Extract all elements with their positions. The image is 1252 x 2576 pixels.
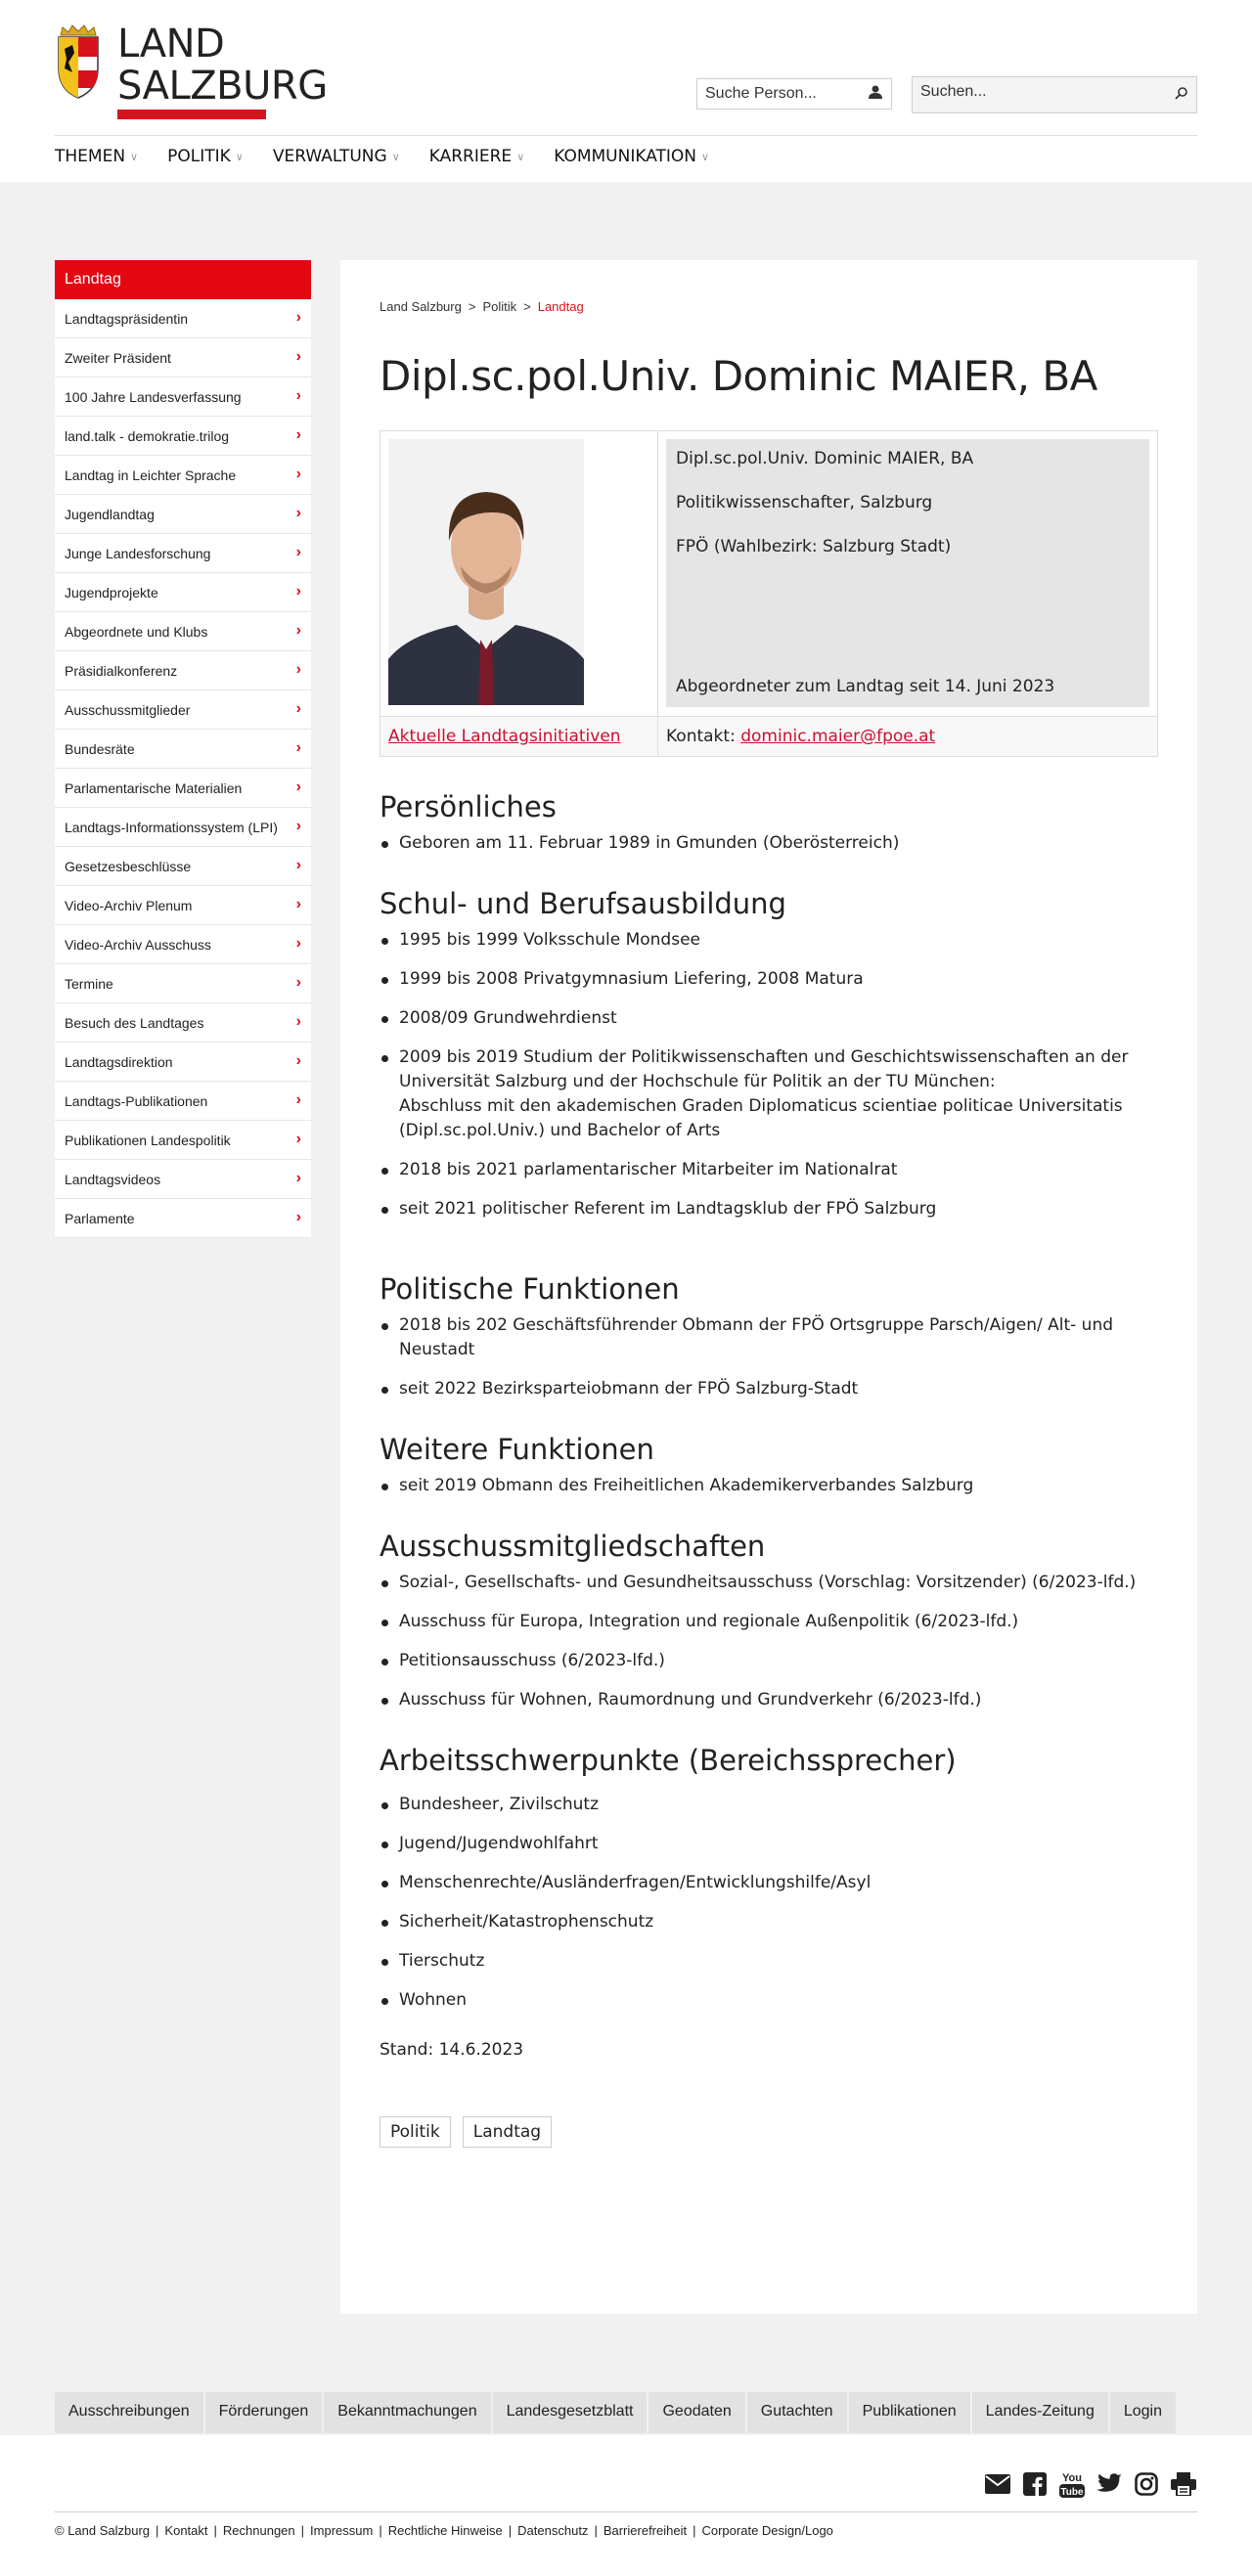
sidebar-item[interactable]: [55, 456, 311, 495]
sidebar-item-label: Besuch des Landtages: [65, 1015, 204, 1031]
footer-link[interactable]: Bekanntmachungen: [324, 2392, 490, 2433]
sidebar-item[interactable]: [55, 612, 311, 651]
profile-profession: Politikwissenschafter, Salzburg: [676, 493, 933, 512]
person-search-input[interactable]: [696, 78, 892, 110]
sidebar-item[interactable]: [55, 1121, 311, 1160]
initiatives-cell: [380, 717, 658, 757]
instagram-icon[interactable]: [1133, 2470, 1160, 2498]
list-item: Ausschuss für Europa, Integration und regionale Außenpolitik (6/2023-lfd.): [380, 1610, 1158, 1634]
nav-themen[interactable]: [55, 147, 138, 166]
chevron-down-icon: ∨: [235, 150, 244, 163]
section-title-political: Politische Funktionen: [380, 1272, 680, 1306]
sidebar-item-label: Termine: [65, 976, 113, 992]
youtube-icon[interactable]: [1058, 2470, 1086, 2498]
sidebar-item-label: Video-Archiv Ausschuss: [65, 937, 211, 953]
education-list: [380, 928, 1158, 1221]
study-line: (Dipl.sc.pol.Univ.) und Bachelor of Arts: [399, 1121, 721, 1140]
list-item: seit 2021 politischer Referent im Landtagsklub der FPÖ Salzburg: [380, 1197, 1158, 1221]
chevron-right-icon: ›: [295, 818, 301, 834]
list-item: Jugend/Jugendwohlfahrt: [380, 1832, 1158, 1856]
list-item: seit 2022 Bezirksparteiobmann der FPÖ Salzburg-Stadt: [380, 1377, 1158, 1401]
chevron-right-icon: ›: [295, 583, 301, 600]
chevron-right-icon: ›: [295, 387, 301, 404]
legal-link[interactable]: Datenschutz: [517, 2523, 589, 2538]
logo-line-2: SALZBURG: [117, 64, 328, 109]
breadcrumb-item-politik[interactable]: Politik: [482, 299, 517, 314]
sidebar-item[interactable]: [55, 690, 311, 730]
sidebar-item-label: Landtags-Publikationen: [65, 1093, 208, 1109]
section-title-other: Weitere Funktionen: [380, 1433, 654, 1466]
twitter-icon[interactable]: [1096, 2470, 1123, 2498]
chevron-right-icon: ›: [295, 778, 301, 795]
legal-link[interactable]: Barrierefreiheit: [603, 2523, 688, 2538]
sidebar-item-label: 100 Jahre Landesverfassung: [65, 389, 242, 405]
sidebar-item-label: Jugendlandtag: [65, 507, 155, 522]
legal-link[interactable]: Impressum: [310, 2523, 374, 2538]
portrait-photo: [388, 439, 584, 705]
other-list: [380, 1474, 1158, 1498]
nav-label: VERWALTUNG: [272, 147, 387, 166]
nav-verwaltung[interactable]: [273, 147, 400, 166]
sidebar-item[interactable]: [55, 925, 311, 964]
legal-link[interactable]: Corporate Design/Logo: [701, 2523, 833, 2538]
list-item: Sicherheit/Katastrophenschutz: [380, 1910, 1158, 1934]
legal-separator: |: [213, 2523, 217, 2538]
list-item: 2018 bis 2021 parlamentarischer Mitarbeiter im Nationalrat: [380, 1158, 1158, 1182]
chevron-right-icon: ›: [295, 505, 301, 521]
sidebar-list: [55, 299, 311, 1238]
tag-landtag[interactable]: Landtag: [463, 2116, 552, 2148]
breadcrumb-separator: >: [523, 299, 531, 314]
list-item: Geboren am 11. Februar 1989 in Gmunden (Oberösterreich): [380, 831, 1158, 856]
sidebar-item-label: Jugendprojekte: [65, 585, 158, 600]
list-item: 2008/09 Grundwehrdienst: [380, 1006, 1158, 1031]
sidebar-item-label: land.talk - demokratie.trilog: [65, 428, 230, 444]
nav-politik[interactable]: [167, 147, 244, 166]
sidebar-item[interactable]: [55, 1043, 311, 1082]
legal-link[interactable]: Rechnungen: [222, 2523, 295, 2538]
footer-link[interactable]: Förderungen: [205, 2392, 323, 2433]
chevron-right-icon: ›: [295, 1091, 301, 1108]
sidebar-navigation: [55, 260, 311, 1238]
chevron-right-icon: ›: [295, 1131, 301, 1147]
sidebar-item-label: Junge Landesforschung: [65, 546, 211, 561]
contact-email-link[interactable]: dominic.maier@fpoe.at: [740, 727, 936, 746]
chevron-right-icon: ›: [295, 739, 301, 756]
footer-bottom: [0, 2435, 1252, 2576]
sidebar-item[interactable]: [55, 573, 311, 612]
sidebar-item-label: Landtagspräsidentin: [65, 311, 189, 327]
chevron-right-icon: ›: [295, 309, 301, 326]
legal-separator: |: [508, 2523, 513, 2538]
footer-link[interactable]: Gutachten: [747, 2392, 847, 2433]
social-icons: [984, 2470, 1197, 2498]
legal-separator: |: [156, 2523, 159, 2538]
chevron-right-icon: ›: [295, 1170, 301, 1186]
footer-link[interactable]: Login: [1110, 2392, 1176, 2433]
sidebar-item-label: Landtag in Leichter Sprache: [65, 467, 237, 483]
profile-party: FPÖ (Wahlbezirk: Salzburg Stadt): [676, 537, 952, 556]
nav-karriere[interactable]: [429, 147, 524, 166]
list-item: 2018 bis 202 Geschäftsführender Obmann der FPÖ Ortsgruppe Parsch/Aigen/ Alt- und Neustadt: [380, 1313, 1158, 1362]
breadcrumb-item-land-salzburg[interactable]: Land Salzburg: [380, 299, 462, 314]
sidebar-item-label: Landtags-Informationssystem (LPI): [65, 820, 278, 835]
chevron-right-icon: ›: [295, 1052, 301, 1069]
last-updated: Stand: 14.6.2023: [380, 2040, 524, 2060]
list-item: Bundesheer, Zivilschutz: [380, 1793, 1158, 1817]
list-item: 1995 bis 1999 Volksschule Mondsee: [380, 928, 1158, 953]
legal-separator: |: [594, 2523, 598, 2538]
tag-politik[interactable]: Politik: [380, 2116, 451, 2148]
svg-text:Tube: Tube: [1060, 2487, 1084, 2498]
chevron-right-icon: ›: [295, 544, 301, 560]
section-title-focus: Arbeitsschwerpunkte (Bereichssprecher): [380, 1744, 957, 1777]
study-line: Abschluss mit den akademischen Graden Diplomaticus scientiae politicae Universitatis: [399, 1096, 1123, 1116]
facebook-icon[interactable]: [1021, 2470, 1049, 2498]
profile-name: Dipl.sc.pol.Univ. Dominic MAIER, BA: [676, 449, 974, 468]
sidebar-item-label: Bundesräte: [65, 741, 135, 757]
site-header: [0, 0, 1252, 182]
sidebar-item-label: Video-Archiv Plenum: [65, 898, 193, 913]
copyright-text: © Land Salzburg: [55, 2523, 151, 2538]
political-list: [380, 1313, 1158, 1401]
sidebar-item-label: Gesetzesbeschlüsse: [65, 859, 192, 874]
sidebar-item-label: Publikationen Landespolitik: [65, 1133, 231, 1148]
list-item: Ausschuss für Wohnen, Raumordnung und Grundverkehr (6/2023-lfd.): [380, 1688, 1158, 1712]
profile-table: [380, 430, 1158, 757]
sidebar-title[interactable]: Landtag: [55, 260, 311, 299]
mail-icon[interactable]: [984, 2470, 1011, 2498]
initiatives-link[interactable]: Aktuelle Landtagsinitiativen: [388, 727, 621, 746]
sidebar-item-label: Ausschussmitglieder: [65, 702, 191, 718]
land-salzburg-logo[interactable]: [55, 23, 338, 121]
sidebar-item[interactable]: [55, 808, 311, 847]
footer-link-bar: [55, 2392, 1197, 2433]
chevron-right-icon: ›: [295, 348, 301, 365]
sidebar-item[interactable]: [55, 769, 311, 808]
list-item: Tierschutz: [380, 1949, 1158, 1974]
sidebar-item-label: Landtagsvideos: [65, 1172, 161, 1187]
footer-link[interactable]: Ausschreibungen: [55, 2392, 203, 2433]
breadcrumb: [380, 299, 1158, 319]
coat-of-arms-icon: [55, 23, 102, 100]
chevron-right-icon: ›: [295, 857, 301, 873]
contact-label: Kontakt:: [666, 727, 736, 746]
footer-divider: [55, 2511, 1197, 2512]
chevron-down-icon: ∨: [391, 150, 400, 163]
page-title: Dipl.sc.pol.Univ. Dominic MAIER, BA: [380, 352, 1097, 400]
legal-link[interactable]: Kontakt: [164, 2523, 208, 2538]
sidebar-item-label: Parlamente: [65, 1211, 135, 1226]
sidebar-item[interactable]: [55, 338, 311, 378]
logo-line-1: LAND: [117, 22, 225, 67]
search-icon[interactable]: [1175, 86, 1188, 104]
study-line: 2009 bis 2019 Studium der Politikwissenschaften und Geschichtswissenschaften an der: [399, 1047, 1129, 1067]
sidebar-item-label: Parlamentarische Materialien: [65, 780, 243, 796]
list-item-study: [380, 1045, 1158, 1143]
list-item: Sozial-, Gesellschafts- und Gesundheitsausschuss (Vorschlag: Vorsitzender) (6/2023-lfd.): [380, 1571, 1158, 1595]
footer-link[interactable]: Publikationen: [849, 2392, 970, 2433]
nav-label: THEMEN: [55, 147, 126, 166]
chevron-right-icon: ›: [295, 622, 301, 639]
sidebar-item[interactable]: [55, 730, 311, 769]
chevron-down-icon: ∨: [516, 150, 525, 163]
chevron-right-icon: ›: [295, 1209, 301, 1225]
nav-label: KOMMUNIKATION: [554, 147, 697, 166]
sidebar-item[interactable]: [55, 1082, 311, 1121]
chevron-right-icon: ›: [295, 426, 301, 443]
list-item: 1999 bis 2008 Privatgymnasium Liefering, 2008 Matura: [380, 967, 1158, 992]
chevron-right-icon: ›: [295, 466, 301, 482]
chevron-down-icon: ∨: [130, 150, 139, 163]
sidebar-item[interactable]: [55, 847, 311, 886]
legal-link[interactable]: Rechtliche Hinweise: [387, 2523, 503, 2538]
header-divider: [55, 135, 1197, 136]
chevron-right-icon: ›: [295, 974, 301, 991]
nav-label: POLITIK: [167, 147, 231, 166]
sidebar-item[interactable]: [55, 378, 311, 417]
list-item: Petitionsausschuss (6/2023-lfd.): [380, 1649, 1158, 1673]
sidebar-item-label: Präsidialkonferenz: [65, 663, 178, 679]
footer-link[interactable]: Landes-Zeitung: [972, 2392, 1108, 2433]
contact-cell: [658, 717, 1158, 757]
chevron-right-icon: ›: [295, 896, 301, 912]
study-line: Universität Salzburg und der Hochschule für Politik an der TU München:: [399, 1072, 996, 1091]
chevron-right-icon: ›: [295, 1013, 301, 1030]
info-box: [666, 439, 1149, 707]
committees-list: [380, 1571, 1158, 1712]
sidebar-item[interactable]: [55, 1160, 311, 1199]
personal-list: [380, 831, 1158, 856]
breadcrumb-current[interactable]: Landtag: [537, 299, 584, 314]
chevron-right-icon: ›: [295, 700, 301, 717]
main-content: [340, 260, 1197, 2314]
list-item: seit 2019 Obmann des Freiheitlichen Akademikerverbandes Salzburg: [380, 1474, 1158, 1498]
logo-red-bar: [117, 110, 266, 119]
profile-since: Abgeordneter zum Landtag seit 14. Juni 2023: [676, 677, 1055, 696]
photo-cell: [380, 431, 658, 717]
sidebar-item[interactable]: [55, 1199, 311, 1238]
person-search-icon[interactable]: [868, 84, 883, 104]
legal-links: [55, 2523, 833, 2538]
print-icon[interactable]: [1170, 2470, 1197, 2498]
focus-list: [380, 1793, 1158, 2013]
chevron-right-icon: ›: [295, 661, 301, 678]
sidebar-item[interactable]: [55, 1003, 311, 1043]
main-navigation: [55, 147, 738, 166]
list-item: Menschenrechte/Ausländerfragen/Entwicklungshilfe/Asyl: [380, 1871, 1158, 1895]
site-search-placeholder: Suchen...: [920, 83, 987, 100]
sidebar-item-label: Landtagsdirektion: [65, 1054, 173, 1070]
legal-separator: |: [693, 2523, 696, 2538]
legal-separator: |: [300, 2523, 305, 2538]
sidebar-item[interactable]: [55, 534, 311, 573]
sidebar-item[interactable]: [55, 495, 311, 534]
chevron-down-icon: ∨: [701, 150, 710, 163]
sidebar-item[interactable]: [55, 299, 311, 338]
list-item: Wohnen: [380, 1988, 1158, 2013]
info-cell: [658, 431, 1158, 717]
sidebar-item[interactable]: [55, 651, 311, 690]
sidebar-item[interactable]: [55, 964, 311, 1003]
sidebar-item-label: Zweiter Präsident: [65, 350, 171, 366]
tag-list: [380, 2116, 1158, 2148]
sidebar-item[interactable]: [55, 886, 311, 925]
section-title-education: Schul- und Berufsausbildung: [380, 887, 786, 920]
breadcrumb-separator: >: [468, 299, 476, 314]
sidebar-item[interactable]: [55, 417, 311, 456]
nav-label: KARRIERE: [428, 147, 513, 166]
person-search-placeholder: Suche Person...: [705, 85, 817, 102]
footer-link[interactable]: Geodaten: [648, 2392, 744, 2433]
sidebar-item-label: Abgeordnete und Klubs: [65, 624, 208, 640]
legal-separator: |: [379, 2523, 382, 2538]
nav-kommunikation[interactable]: [554, 147, 709, 166]
chevron-right-icon: ›: [295, 935, 301, 952]
site-search-input[interactable]: [912, 76, 1197, 113]
section-title-personal: Persönliches: [380, 790, 557, 823]
svg-text:You: You: [1062, 2472, 1082, 2484]
section-title-committees: Ausschussmitgliedschaften: [380, 1530, 766, 1563]
logo-wordmark: [117, 23, 328, 108]
footer-link[interactable]: Landesgesetzblatt: [493, 2392, 648, 2433]
